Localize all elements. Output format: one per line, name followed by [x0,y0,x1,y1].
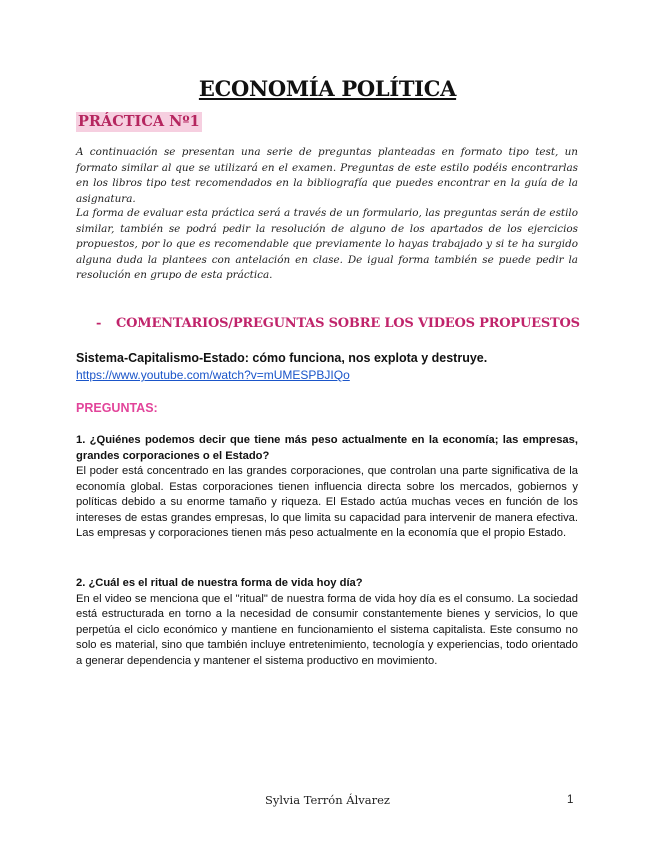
document-title: ECONOMÍA POLÍTICA [198,76,457,101]
question-block [76,576,578,669]
question-text: 1. ¿Quiénes podemos decir que tiene más peso actualmente en la economía; las empresas, grandes corporaciones o el Estado? [76,434,578,462]
section-heading-text: COMENTARIOS/PREGUNTAS SOBRE LOS VIDEOS PROPUESTOS [116,316,580,331]
answer-text: El poder está concentrado en las grandes corporaciones, que controlan una parte significativa de la economía global. Estas corporaciones tienen influencia directa sobre los mercados, gobiernos y políticas debido a su enorme tamaño y riqueza. El Estado actúa muchas veces en función de los intereses de estas grandes empresas, lo que limita su capacidad para intervenir de manera efectiva. Las empresas y corporaciones tienen más peso actualmente en la economía que el propio Estado. [76,465,578,539]
answer-text: En el video se menciona que el "ritual" de nuestra forma de vida hoy día es el consumo. La sociedad está estructurada en torno a la necesidad de consumir constantemente bienes y servicios, lo que perpetúa el ciclo económico y mantiene en funcionamiento el sistema capitalista. Este consumo no solo es material, sino que también incluye entretenimiento, tecnología y experiencias, todo orientado a generar dependencia y mantener el sistema productivo en movimiento. [76,592,578,667]
intro-paragraph-1: A continuación se presentan una serie de preguntas planteadas en formato tipo test, un formato similar al que se utilizará en el examen. Preguntas de este estilo podéis encontrarlas en los libros tipo test recomendados en la bibliografía que puedes encontrar en la guía de la asignatura. [76,146,578,205]
preguntas-label: PREGUNTAS: [76,401,158,415]
section-heading [96,316,580,331]
question-text: 2. ¿Cuál es el ritual de nuestra forma de vida hoy día? [76,577,363,589]
practica-label: PRÁCTICA Nº1 [78,113,200,130]
footer-author: Sylvia Terrón Álvarez [264,793,390,807]
video-link[interactable]: https://www.youtube.com/watch?v=mUMESPBJIQo [76,368,350,382]
video-title: Sistema-Capitalismo-Estado: cómo funciona, nos explota y destruye. [76,351,488,365]
intro-paragraph-2: La forma de evaluar esta práctica será a través de un formulario, las preguntas serán de estilo similar, también se podrá pedir la resolución de alguno de los apartados de los ejercicios propuestos, por lo que es recomendable que previamente lo hayas trabajado y si te ha surgido alguna duda la plantees con antelación en clase. De igual forma también se puede pedir la resolución en grupo de esta práctica. [76,207,578,281]
question-block [76,433,578,542]
page-number: 1 [567,794,574,806]
bullet-dash: - [96,316,102,331]
